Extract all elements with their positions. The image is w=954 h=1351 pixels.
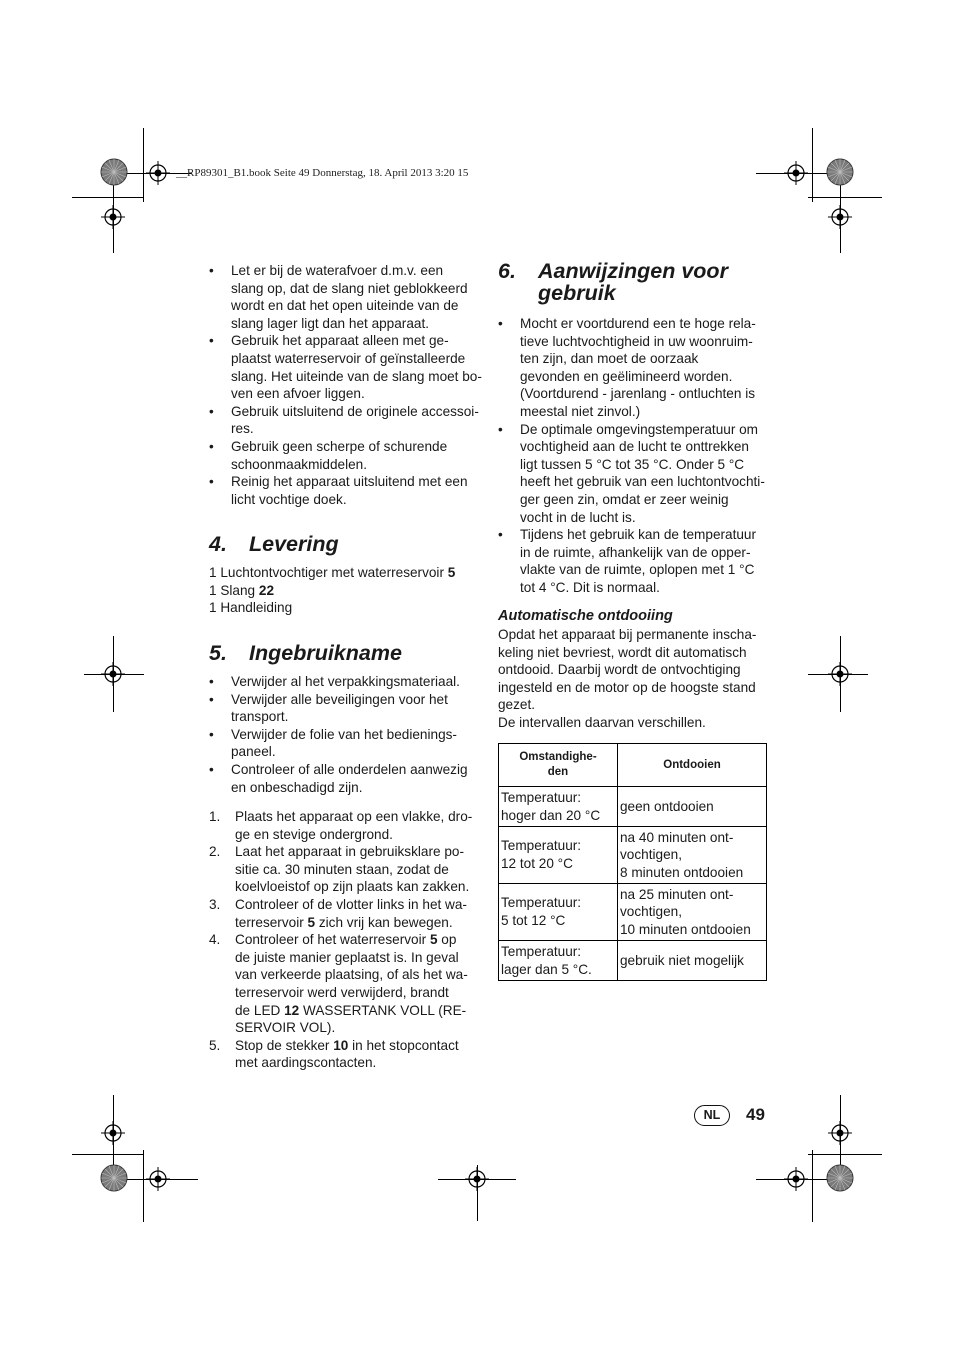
table-row [499,787,767,827]
left-intro [209,262,489,508]
registration-mark-icon [146,161,170,185]
table-header-row [499,744,767,787]
section-title: Levering [249,532,339,556]
table-cell: Temperatuur: lager dan 5 °C. [499,941,618,981]
intro-bullet-list [209,262,489,508]
crop-line [143,128,144,202]
text-line: • Reinig het apparaat uitsluitend met een [231,474,468,490]
list-item: 5. Stop de stekker 10 in het stopcontact met aardingscontacten. [209,1037,459,1071]
table-cell: gebruik niet mogelijk [618,941,767,981]
color-dial-icon [100,1164,128,1192]
levering-list [209,564,489,617]
list-item: 1 Luchtontvochtiger met waterreservoir 5 [209,565,456,580]
text-line: res. [231,421,254,437]
list-item: 2. Laat het apparaat in gebruiksklare po- sitie ca. 30 minuten staan, zodat de koelvloeistof op zijn plaats kan zakken. [209,844,470,895]
registration-mark-icon [828,662,852,686]
text-line: • Gebruik uitsluitend de originele accessoi- [231,403,479,419]
ontdooiing-paragraph: Opdat het apparaat bij permanente inscha- keling niet bevriest, wordt dit automatisch ontdooid. Daarbij wordt de ontvochtiging ingesteld en de motor op de hoogste stand gezet. De intervallen daarvan verschillen. [498,627,757,730]
text-line: plaatst waterreservoir of geïnstalleerde [231,350,466,366]
color-dial-icon [826,1164,854,1192]
text-line: ven een afvoer liggen. [231,386,365,402]
list-item: • Verwijder al het verpakkingsmateriaal. [209,673,489,691]
table-cell: na 40 minuten ont- vochtigen, 8 minuten ontdooien [618,827,767,884]
page-number: 49 [746,1105,765,1124]
text-line: • Let er bij de waterafvoer d.m.v. een [231,263,444,278]
list-item [209,332,489,402]
section-title: Aanwijzingen voor [538,259,728,283]
list-item [209,473,489,508]
ingebruikname-steps [209,808,494,1072]
text-line: • Gebruik geen scherpe of schurende [231,438,448,454]
table-cell: geen ontdooien [618,787,767,827]
crop-line [808,197,882,198]
text-line: slang. Het uiteinde van de slang moet bo- [231,368,482,384]
table-row [499,941,767,981]
list-item: 1 Handleiding [209,600,293,616]
list-item: • De optimale omgevingstemperatuur om vochtigheid aan de lucht te onttrekken ligt tussen 5 °C tot 35 °C. Onder 5 °C heeft het gebruik van een luchtontvochti- ger geen zin, omdat er zeer weinig vocht in de lucht is. [498,421,773,527]
registration-mark-icon [101,1121,125,1145]
text-line: • Gebruik het apparaat alleen met ge- [231,333,449,349]
list-item: • Mocht er voortdurend een te hoge rela- tieve luchtvochtigheid in uw woonruim- ten zijn, dan moet de oorzaak gevonden en geëlimineerd worden. (Voortdurend - jarenlang - ontluchten is meestal niet zinvol.) [498,315,773,421]
registration-mark-icon [465,1167,489,1191]
crop-line [143,1150,144,1222]
crop-line [72,197,144,198]
defrost-table [498,743,767,981]
registration-mark-icon [101,662,125,686]
list-item: • Verwijder de folie van het bedienings- paneel. [209,726,489,761]
crop-line [812,1150,813,1222]
list-item: • Tijdens het gebruik kan de temperatuur in de ruimte, afhankelijk van de opper- vlakte van de ruimte, oplopen met 1 °C tot 4 °C. Dit is normaal. [498,526,773,596]
registration-mark-icon [828,205,852,229]
print-slug: __RP89301_B1.book Seite 49 Donnerstag, 18. April 2013 3:20 15 [176,167,469,179]
section-heading-aanwijzingen [498,260,728,304]
crop-line [812,128,813,202]
text-line: schoonmaakmiddelen. [231,456,368,472]
table-cell: Temperatuur: 12 tot 20 °C [499,827,618,884]
list-item: 4. Controleer of het waterreservoir 5 op de juiste manier geplaatst is. In geval van verkeerde plaatsing, of als het wa- terreservoir werd verwijderd, brandt de LED 12 WASSERTANK VOLL (RE- SERVOIR VOL). [209,932,468,1036]
list-item: 1 Slang 22 [209,582,275,598]
registration-mark-icon [101,205,125,229]
text-line: slang op, dat de slang niet geblokkeerd [231,280,468,296]
language-badge: NL [694,1105,730,1126]
table-row [499,884,767,941]
text-line: slang lager ligt dan het apparaat. [231,315,430,331]
table-row [499,827,767,884]
section-heading-ingebruikname [209,642,402,664]
table-cell: na 25 minuten ont- vochtigen, 10 minuten ontdooien [618,884,767,941]
ingebruikname-bullets [209,673,489,796]
registration-mark-icon [828,1121,852,1145]
list-item [209,262,489,332]
text-line: licht vochtige doek. [231,491,347,507]
list-item [209,403,489,438]
registration-mark-icon [146,1167,170,1191]
list-item: 1. Plaats het apparaat op een vlakke, dro- ge en stevige ondergrond. [209,809,473,842]
list-item: • Controleer of alle onderdelen aanwezig en onbeschadigd zijn. [209,761,489,796]
list-item: 3. Controleer of de vlotter links in het wa- terreservoir 5 zich vrij kan bewegen. [209,896,467,930]
section-number: 4. [209,532,227,556]
color-dial-icon [826,158,854,186]
crop-line [808,1154,882,1155]
section-number: 5. [209,641,227,665]
registration-mark-icon [784,161,808,185]
subheading-ontdooiing: Automatische ontdooiing [498,608,673,624]
crop-line [72,1154,144,1155]
text-line: wordt en dat het open uiteinde van de [231,298,459,314]
column-header: Omstandighe- den [499,744,618,787]
section-number: 6. [498,259,516,283]
section-title: gebruik [538,281,616,305]
section-title: Ingebruikname [249,641,402,665]
color-dial-icon [100,158,128,186]
section-heading-levering [209,533,339,555]
list-item [209,438,489,473]
table-cell: Temperatuur: 5 tot 12 °C [499,884,618,941]
aanwijzingen-bullets [498,315,773,597]
table-cell: Temperatuur: hoger dan 20 °C [499,787,618,827]
column-header: Ontdooien [618,744,767,787]
list-item: • Verwijder alle beveiligingen voor het transport. [209,691,489,726]
registration-mark-icon [784,1167,808,1191]
